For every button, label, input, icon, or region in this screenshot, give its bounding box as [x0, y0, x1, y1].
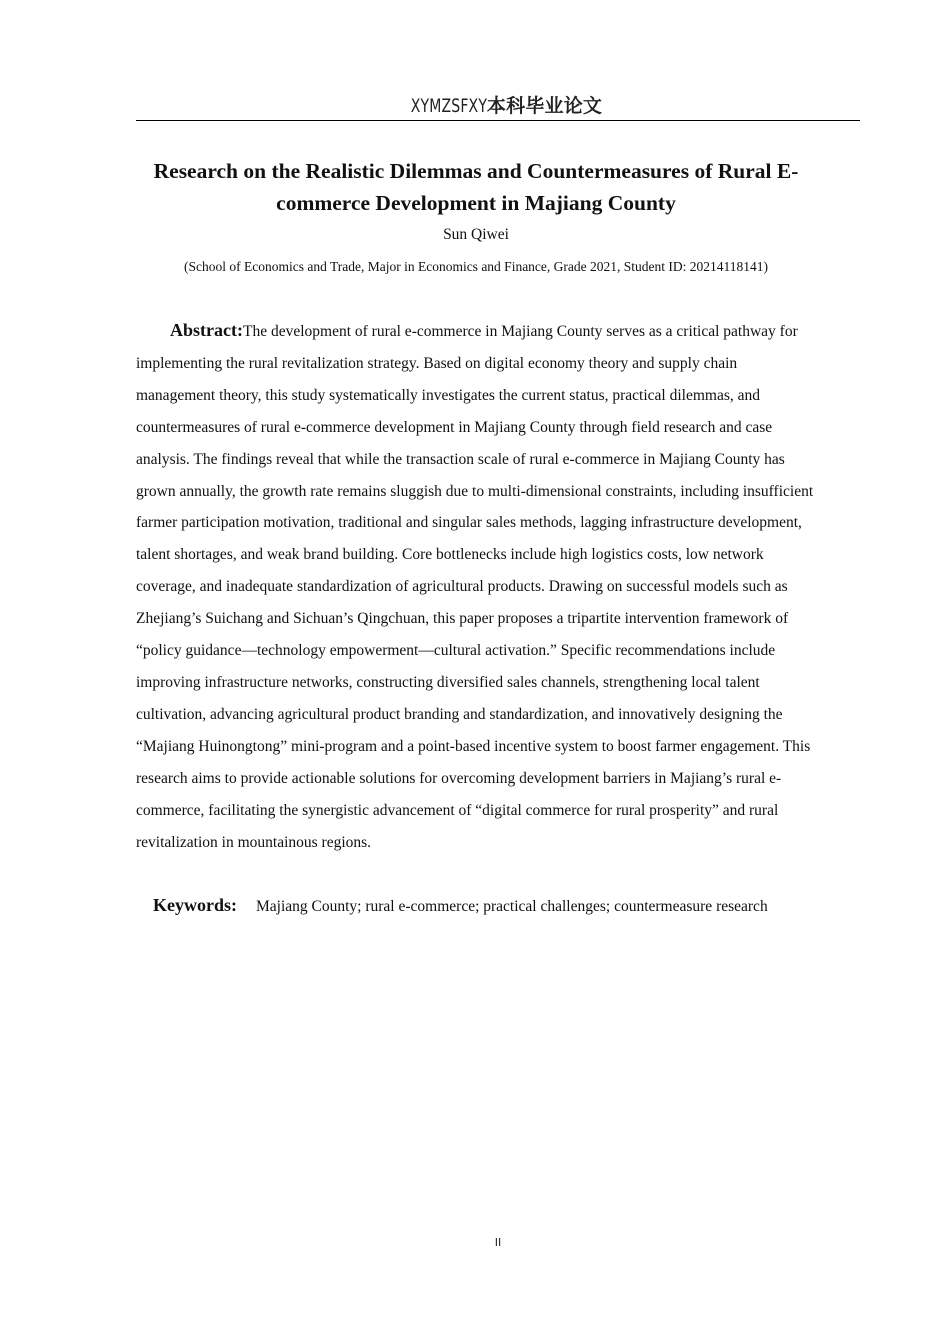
header-document-type: 本科毕业论文 — [486, 95, 603, 117]
page-number: II — [494, 1236, 502, 1249]
abstract-label: Abstract: — [170, 320, 243, 340]
abstract-paragraph — [136, 315, 816, 858]
author-name: Sun Qiwei — [443, 226, 509, 243]
keywords-label: Keywords: — [153, 895, 237, 915]
header-text — [394, 95, 602, 117]
page-header — [136, 92, 860, 121]
keywords-text: Majiang County; rural e-commerce; practical challenges; countermeasure research — [256, 898, 768, 915]
header-institution-code: XYMZSFXY — [410, 95, 487, 117]
abstract-text: The development of rural e-commerce in Majiang County serves as a critical pathway for implementing the rural revitalization strategy. Based on digital economy theory and supply chain management theory, this study systematically investigates the current status, practical dilemmas, and countermeasures of rural e-commerce development in Majiang County through field research and case analysis. The findings reveal that while the transaction scale of rural e-commerce in Majiang County has grown annually, the growth rate remains sluggish due to multi-dimensional constraints, including insufficient farmer participation motivation, traditional and singular sales methods, lagging infrastructure development, talent shortages, and weak brand building. Core bottlenecks include high logistics costs, low network coverage, and inadequate standardization of agricultural products. Drawing on successful models such as Zhejiang’s Suichang and Sichuan’s Qingchuan, this paper proposes a tripartite intervention framework of “policy guidance—technology empowerment—cultural activation.” Specific recommendations include improving infrastructure networks, constructing diversified sales channels, strengthening local talent cultivation, advancing agricultural product branding and standardization, and innovatively designing the “Majiang Huinongtong” mini-program and a point-based incentive system to boost farmer engagement. This research aims to provide actionable solutions for overcoming development barriers in Majiang’s rural e-commerce, facilitating the synergistic advancement of “digital commerce for rural prosperity” and rural revitalization in mountainous regions. — [136, 323, 814, 851]
paper-title: Research on the Realistic Dilemmas and Countermeasures of Rural E-commerce Development in Majiang County — [153, 159, 799, 215]
author-affiliation: (School of Economics and Trade, Major in Economics and Finance, Grade 2021, Student ID: 20214118141) — [183, 259, 769, 274]
keywords-line — [153, 892, 843, 920]
